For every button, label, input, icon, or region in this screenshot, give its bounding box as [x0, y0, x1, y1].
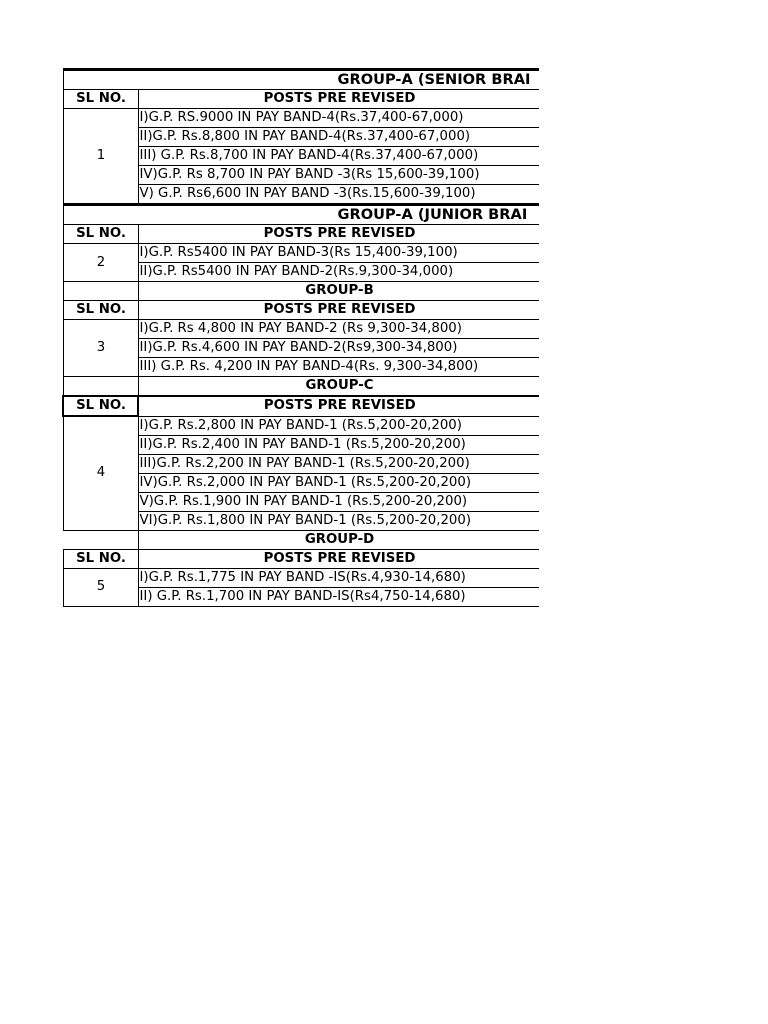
table-row — [63, 109, 539, 128]
post-cell[interactable]: VI)G.P. Rs.1,800 IN PAY BAND-1 (Rs.5,200-20,200) — [138, 511, 539, 530]
pay-band-table — [62, 68, 539, 607]
group-title[interactable]: GROUP-B — [138, 282, 539, 301]
post-cell[interactable]: II)G.P. Rs.8,800 IN PAY BAND-4(Rs.37,400-67,000) — [138, 128, 539, 147]
post-cell[interactable]: V) G.P. Rs6,600 IN PAY BAND -3(Rs.15,600-39,100) — [138, 185, 539, 205]
posts-header[interactable]: POSTS PRE REVISED — [138, 90, 539, 109]
column-header-row — [63, 90, 539, 109]
spreadsheet-grid — [62, 68, 539, 607]
empty-cell[interactable] — [63, 282, 138, 301]
sl-no-header[interactable]: SL NO. — [63, 301, 138, 320]
sl-no-header[interactable]: SL NO. — [63, 225, 138, 244]
sl-number-cell[interactable]: 5 — [63, 568, 138, 606]
posts-header[interactable]: POSTS PRE REVISED — [138, 396, 539, 416]
group-header-row — [63, 530, 539, 549]
post-cell[interactable]: V)G.P. Rs.1,900 IN PAY BAND-1 (Rs.5,200-20,200) — [138, 492, 539, 511]
empty-cell[interactable] — [63, 530, 138, 549]
group-title[interactable]: GROUP-A (JUNIOR BRAI — [63, 205, 539, 225]
post-cell[interactable]: I)G.P. RS.9000 IN PAY BAND-4(Rs.37,400-67,000) — [138, 109, 539, 128]
table-row — [63, 244, 539, 263]
posts-header[interactable]: POSTS PRE REVISED — [138, 225, 539, 244]
sl-number-cell[interactable]: 1 — [63, 109, 138, 205]
post-cell[interactable]: II) G.P. Rs.1,700 IN PAY BAND-IS(Rs4,750-14,680) — [138, 587, 539, 606]
group-header-row — [63, 70, 539, 90]
post-cell[interactable]: III) G.P. Rs.8,700 IN PAY BAND-4(Rs.37,400-67,000) — [138, 147, 539, 166]
posts-header[interactable]: POSTS PRE REVISED — [138, 301, 539, 320]
group-header-row — [63, 377, 539, 397]
post-cell[interactable]: II)G.P. Rs.4,600 IN PAY BAND-2(Rs9,300-34,800) — [138, 339, 539, 358]
empty-cell[interactable] — [63, 377, 138, 397]
sl-number-cell[interactable]: 2 — [63, 244, 138, 282]
sl-no-header[interactable]: SL NO. — [63, 90, 138, 109]
group-title[interactable]: GROUP-C — [138, 377, 539, 397]
sl-number-cell[interactable]: 4 — [63, 416, 138, 530]
column-header-row — [63, 549, 539, 568]
post-cell[interactable]: II)G.P. Rs5400 IN PAY BAND-2(Rs.9,300-34,000) — [138, 263, 539, 282]
sl-number-cell[interactable]: 3 — [63, 320, 138, 377]
column-header-row — [63, 301, 539, 320]
group-header-row — [63, 205, 539, 225]
column-header-row — [63, 396, 539, 416]
post-cell[interactable]: IV)G.P. Rs.2,000 IN PAY BAND-1 (Rs.5,200-20,200) — [138, 473, 539, 492]
post-cell[interactable]: I)G.P. Rs 4,800 IN PAY BAND-2 (Rs 9,300-34,800) — [138, 320, 539, 339]
table-row — [63, 568, 539, 587]
column-header-row — [63, 225, 539, 244]
sl-no-header[interactable]: SL NO. — [63, 549, 138, 568]
post-cell[interactable]: I)G.P. Rs.2,800 IN PAY BAND-1 (Rs.5,200-20,200) — [138, 416, 539, 435]
post-cell[interactable]: IV)G.P. Rs 8,700 IN PAY BAND -3(Rs 15,600-39,100) — [138, 166, 539, 185]
post-cell[interactable]: I)G.P. Rs.1,775 IN PAY BAND -IS(Rs.4,930-14,680) — [138, 568, 539, 587]
sl-no-header[interactable]: SL NO. — [63, 396, 138, 416]
group-header-row — [63, 282, 539, 301]
group-title[interactable]: GROUP-A (SENIOR BRAI — [63, 70, 539, 90]
post-cell[interactable]: III) G.P. Rs. 4,200 IN PAY BAND-4(Rs. 9,300-34,800) — [138, 358, 539, 377]
post-cell[interactable]: II)G.P. Rs.2,400 IN PAY BAND-1 (Rs.5,200-20,200) — [138, 435, 539, 454]
post-cell[interactable]: III)G.P. Rs.2,200 IN PAY BAND-1 (Rs.5,200-20,200) — [138, 454, 539, 473]
post-cell[interactable]: I)G.P. Rs5400 IN PAY BAND-3(Rs 15,400-39,100) — [138, 244, 539, 263]
posts-header[interactable]: POSTS PRE REVISED — [138, 549, 539, 568]
table-row — [63, 320, 539, 339]
table-row — [63, 416, 539, 435]
group-title[interactable]: GROUP-D — [138, 530, 539, 549]
